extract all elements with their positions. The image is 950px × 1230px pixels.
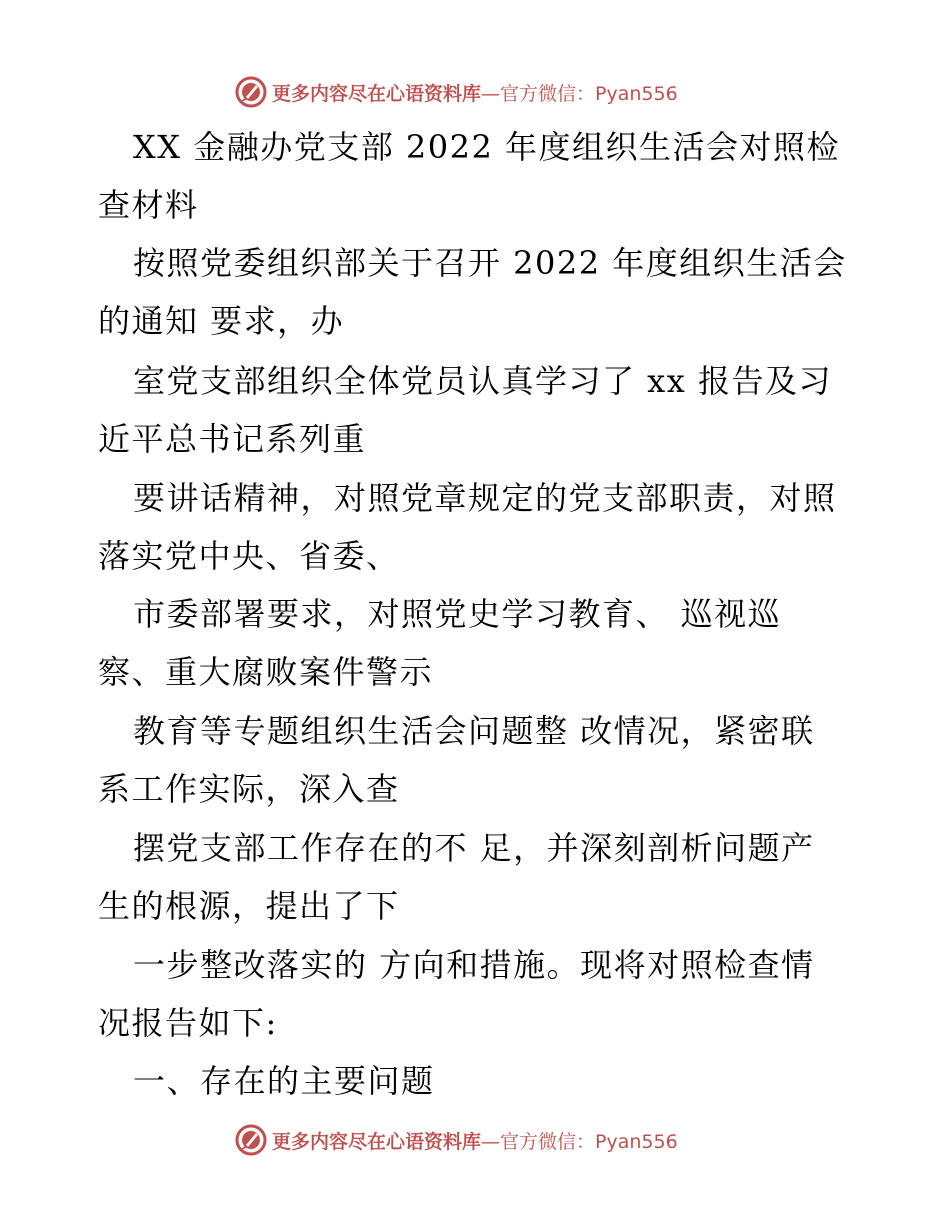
paragraph-line: 一步整改落实的 方向和措施。现将对照检查情 xyxy=(133,946,815,984)
document-title-line-1: XX 金融办党支部 2022 年度组织生活会对照检 xyxy=(133,128,841,166)
paragraph-line: 摆党支部工作存在的不 足，并深刻剖析问题产 xyxy=(133,829,815,867)
watermark-banner-top xyxy=(0,72,950,112)
paragraph-line: 的通知 要求，办 xyxy=(98,302,345,340)
paragraph-line: 按照党委组织部关于召开 2022 年度组织生活会 xyxy=(133,244,847,282)
paragraph-line: 落实党中央、省委、 xyxy=(98,537,400,575)
pen-nib-logo-icon xyxy=(234,1123,268,1157)
watermark-title: 更多内容尽在心语资料库 xyxy=(272,1130,482,1153)
watermark-contact: —官方微信：Pyan556 xyxy=(481,1130,678,1153)
paragraph-line: 要讲话精神，对照党章规定的党支部职责，对照 xyxy=(133,479,837,517)
paragraph-line: 室党支部组织全体党员认真学习了 xx 报告及习 xyxy=(133,362,832,400)
paragraph-line: 况报告如下: xyxy=(98,1004,278,1042)
watermark-banner-bottom xyxy=(0,1120,950,1160)
watermark-title: 更多内容尽在心语资料库 xyxy=(272,82,482,105)
paragraph-line: 系工作实际，深入查 xyxy=(98,770,400,808)
paragraph-line: 近平总书记系列重 xyxy=(98,420,367,458)
paragraph-line: 生的根源，提出了下 xyxy=(98,887,400,925)
watermark-contact: —官方微信：Pyan556 xyxy=(481,82,678,105)
pen-nib-logo-icon xyxy=(234,75,268,109)
paragraph-line: 教育等专题组织生活会问题整 改情况，紧密联 xyxy=(133,712,815,750)
section-heading: 一、存在的主要问题 xyxy=(133,1062,435,1100)
paragraph-line: 市委部署要求，对照党史学习教育、 巡视巡 xyxy=(133,595,782,633)
paragraph-line: 察、重大腐败案件警示 xyxy=(98,653,434,691)
document-title-line-2: 查材料 xyxy=(98,186,199,224)
